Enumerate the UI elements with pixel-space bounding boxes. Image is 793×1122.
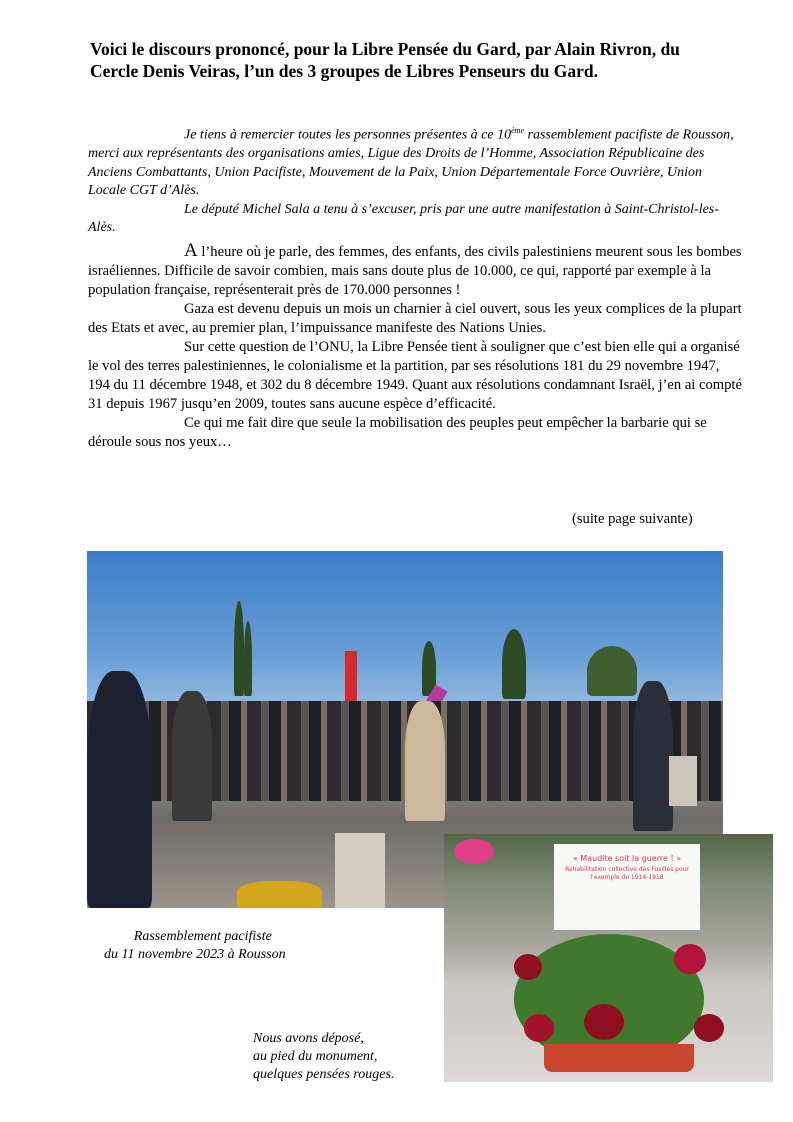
sign-subtitle: Réhabilitation collective des Fusillés pour l’exemple de 1914-1918 xyxy=(565,866,689,881)
caption-line: au pied du monument, xyxy=(253,1049,378,1064)
page-title: Voici le discours prononcé, pour la Libre Pensée du Gard, par Alain Rivron, du Cercle Denis Veiras, l’un des 3 groupes de Libres Penseurs du Gard. xyxy=(90,39,680,81)
text: Je tiens à remercier toutes les personnes présentes à ce 10 xyxy=(184,127,512,143)
superscript: ème xyxy=(511,126,524,135)
caption-line: Nous avons déposé, xyxy=(253,1031,364,1046)
text: rassemblement pacifiste de Rousson, merci aux représentants des organisations amies, Ligue des Droits de l’Homme, Association Républicaine des Anciens Combattants, Union Pacifiste, Mouvement de la Paix, Union Départementale Force Ouvrière, Union Locale CGT d’Alès. xyxy=(88,127,734,199)
drop-initial: A xyxy=(184,239,198,261)
caption-line: quelques pensées rouges. xyxy=(253,1067,395,1082)
caption-line: Rassemblement pacifiste xyxy=(133,929,272,944)
paragraph xyxy=(88,122,743,201)
caption-line: du 11 novembre 2023 à Rousson xyxy=(104,947,286,962)
paragraph: Gaza est devenu depuis un mois un charnier à ciel ouvert, sous les yeux complices de la plupart des Etats et avec, au premier plan, l’impuissance manifeste des Nations Unies. xyxy=(88,300,742,336)
sign-heading: « Maudite soit la guerre ! » xyxy=(572,854,682,863)
speech-text xyxy=(88,122,743,452)
sign xyxy=(554,844,700,930)
photo-caption xyxy=(104,928,286,964)
paragraph: Ce qui me fait dire que seule la mobilisation des peuples peut empêcher la barbarie qui se déroule sous nos yeux… xyxy=(88,414,707,450)
paragraph: Sur cette question de l’ONU, la Libre Pensée tient à souligner que c’est bien elle qui a organisé le vol des terres palestiniennes, le colonialisme et la partition, par ses résolutions 181 du 29 novembre 1947, 194 du 11 décembre 1948, et 302 du 8 décembre 1949. Quant aux résolutions condamnant Israël, j’en ai compté 31 depuis 1967 jusqu’en 2009, toutes sans aucune espèce d’efficacité. xyxy=(88,338,742,412)
flowers-photo xyxy=(444,834,773,1082)
paragraph xyxy=(88,241,743,300)
continuation-note: (suite page suivante) xyxy=(572,511,693,527)
photo-caption xyxy=(253,1030,394,1084)
text: l’heure où je parle, des femmes, des enfants, des civils palestiniens meurent sous les bombes israéliennes. Difficile de savoir combien, mais sans doute plus de 10.000, ce qui, rapporté par exemple à la population française, représenterait près de 170.000 personnes ! xyxy=(88,243,742,298)
paragraph: Le député Michel Sala a tenu à s’excuser, pris par une autre manifestation à Saint-Christol-les-Alès. xyxy=(88,201,719,236)
